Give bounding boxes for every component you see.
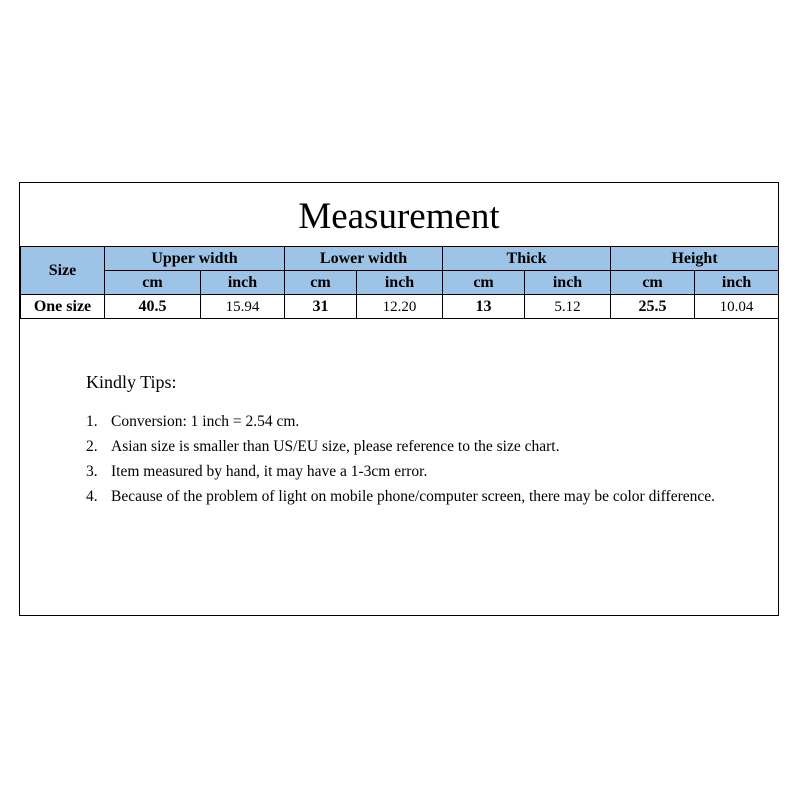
upper-width-inch-cell: 15.94 bbox=[201, 295, 285, 319]
unit-header-cell: inch bbox=[357, 271, 443, 295]
list-item bbox=[86, 409, 746, 434]
height-inch-cell: 10.04 bbox=[695, 295, 779, 319]
unit-header-cell: cm bbox=[285, 271, 357, 295]
lower-width-inch-cell: 12.20 bbox=[357, 295, 443, 319]
lower-width-cm-cell: 31 bbox=[285, 295, 357, 319]
list-item bbox=[86, 434, 746, 459]
unit-header-cell: inch bbox=[201, 271, 285, 295]
table-row bbox=[21, 295, 779, 319]
height-cm-cell: 25.5 bbox=[611, 295, 695, 319]
page-title: Measurement bbox=[298, 196, 500, 237]
list-item-text: Item measured by hand, it may have a 1-3cm error. bbox=[111, 463, 428, 480]
unit-header-cell: inch bbox=[525, 271, 611, 295]
table-header-row bbox=[21, 247, 779, 271]
list-item bbox=[86, 459, 746, 484]
list-item-number: 4. bbox=[86, 488, 98, 505]
list-item-text: Asian size is smaller than US/EU size, please reference to the size chart. bbox=[111, 438, 560, 455]
thick-cm-cell: 13 bbox=[443, 295, 525, 319]
upper-width-cm-cell: 40.5 bbox=[105, 295, 201, 319]
list-item-text: Conversion: 1 inch = 2.54 cm. bbox=[111, 413, 300, 430]
group-header-thick: Thick bbox=[443, 247, 611, 271]
size-value-cell: One size bbox=[21, 295, 105, 319]
size-header-cell: Size bbox=[21, 247, 105, 295]
thick-inch-cell: 5.12 bbox=[525, 295, 611, 319]
size-chart-table bbox=[20, 246, 779, 319]
group-header-lower-width: Lower width bbox=[285, 247, 443, 271]
unit-header-cell: cm bbox=[443, 271, 525, 295]
group-header-upper-width: Upper width bbox=[105, 247, 285, 271]
list-item bbox=[86, 484, 746, 509]
unit-header-cell: cm bbox=[105, 271, 201, 295]
tips-title: Kindly Tips: bbox=[86, 372, 177, 392]
measurement-sheet bbox=[19, 182, 779, 616]
list-item-text: Because of the problem of light on mobile phone/computer screen, there may be color difference. bbox=[111, 488, 715, 505]
list-item-number: 1. bbox=[86, 413, 98, 430]
list-item-number: 2. bbox=[86, 438, 98, 455]
group-header-height: Height bbox=[611, 247, 779, 271]
unit-header-cell: cm bbox=[611, 271, 695, 295]
table-unit-row bbox=[21, 271, 779, 295]
list-item-number: 3. bbox=[86, 463, 98, 480]
tips-list bbox=[86, 409, 746, 509]
tips-section bbox=[86, 371, 746, 509]
unit-header-cell: inch bbox=[695, 271, 779, 295]
